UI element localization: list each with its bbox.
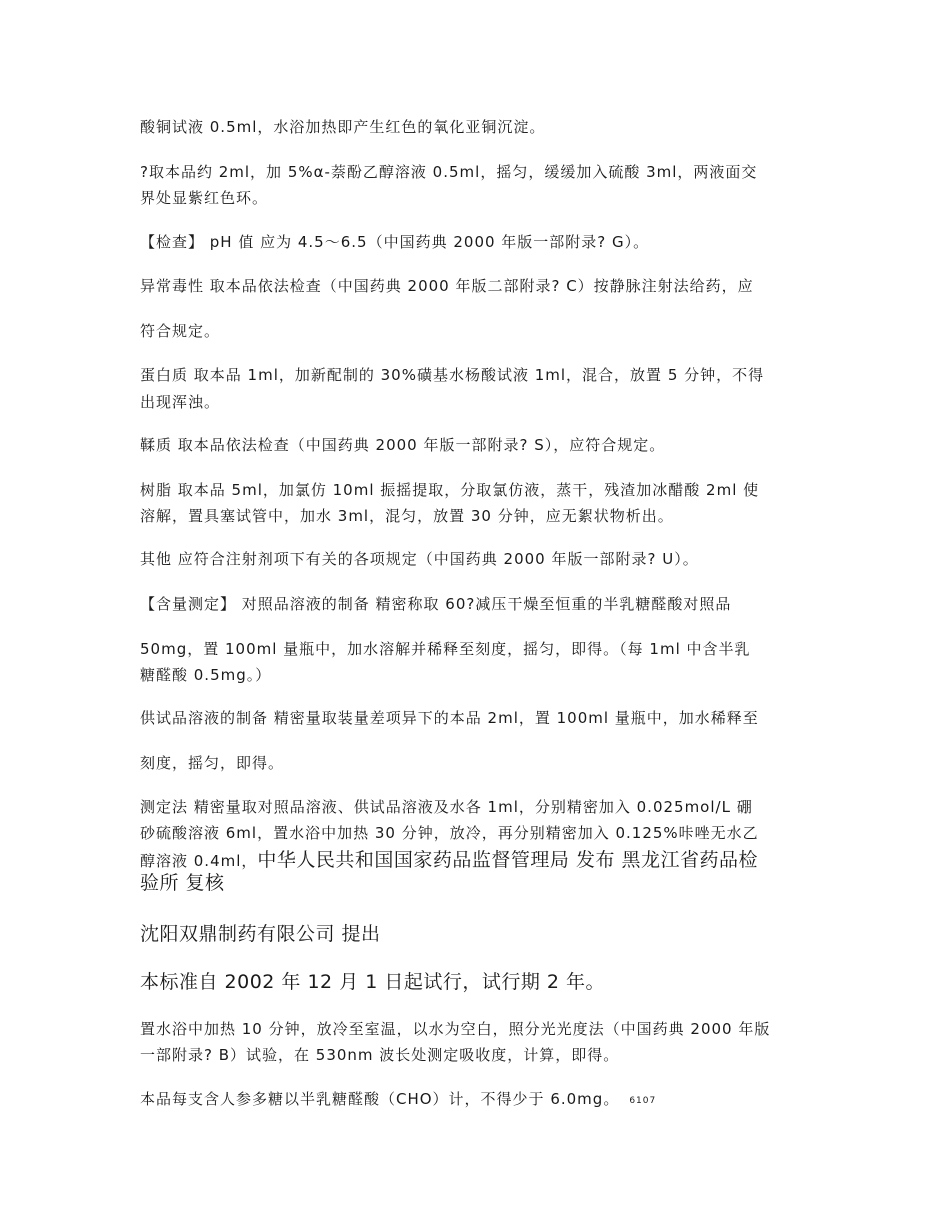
text-line: 蛋白质 取本品 1ml，加新配制的 30%磺基水杨酸试液 1ml，混合，放置 5 分钟，不得 — [140, 366, 765, 384]
text-line: 异常毒性 取本品依法检查（中国药典 2000 年版二部附录? C）按静脉注射法给药，应 — [140, 277, 754, 295]
text-line: 刻度，摇匀，即得。 — [140, 754, 285, 772]
text-line: 符合规定。 — [140, 322, 221, 340]
text-line: 溶解，置具塞试管中，加水 3ml，混匀，放置 30 分钟，应无絮状物析出。 — [140, 507, 674, 525]
publisher-line-2: 验所 复核 — [140, 872, 225, 894]
publisher-text: 中华人民共和国国家药品监督管理局 发布 黑龙江省药品检 — [257, 849, 758, 871]
text-line: 树脂 取本品 5ml，加氯仿 10ml 振摇提取，分取氯仿液，蒸干，残渣加冰醋酸 2ml 使 — [140, 481, 760, 499]
text-line: 鞣质 取本品依法检查（中国药典 2000 年版一部附录? S），应符合规定。 — [140, 436, 666, 454]
content-limit-text: 本品每支含人参多糖以半乳糖醛酸（CHO）计，不得少于 6.0mg。 — [140, 1090, 620, 1108]
text-line: 供试品溶液的制备 精密量取装量差项异下的本品 2ml，置 100ml 量瓶中，加水稀释至 — [140, 709, 759, 727]
page-code: 6107 — [629, 1096, 657, 1106]
text-line: ?取本品约 2ml，加 5%α-萘酚乙醇溶液 0.5ml，摇匀，缓缓加入硫酸 3ml，两液面交 — [140, 163, 758, 181]
text-fragment: 醇溶液 0.4ml， — [140, 852, 258, 870]
section-check-line: 【检查】 pH 值 应为 4.5～6.5（中国药典 2000 年版一部附录? G）。 — [140, 233, 650, 251]
section-assay-line: 【含量测定】 对照品溶液的制备 精密称取 60?减压干燥至恒重的半乳糖醛酸对照品 — [140, 595, 732, 613]
trial-period-line: 本标准自 2002 年 12 月 1 日起试行，试行期 2 年。 — [140, 971, 606, 993]
text-line: 50mg，置 100ml 量瓶中，加水溶解并稀释至刻度，摇匀，即得。（每 1ml 中含半乳 — [140, 640, 751, 658]
text-line: 出现浑浊。 — [140, 393, 221, 411]
text-line: 界处显紫红色环。 — [140, 189, 269, 207]
text-line: 砂硫酸溶液 6ml，置水浴中加热 30 分钟，放冷，再分别精密加入 0.125%咔唑无水乙 — [140, 824, 759, 842]
text-line: 置水浴中加热 10 分钟，放冷至室温，以水为空白，照分光光度法（中国药典 2000 年版 — [140, 1020, 771, 1038]
text-line: 糖醛酸 0.5mg。） — [140, 666, 272, 684]
text-line: 其他 应符合注射剂项下有关的各项规定（中国药典 2000 年版一部附录? U）。 — [140, 550, 699, 568]
proposer-line: 沈阳双鼎制药有限公司 提出 — [140, 923, 381, 945]
text-line — [140, 1086, 820, 1115]
text-line: 测定法 精密量取对照品溶液、供试品溶液及水各 1ml，分别精密加入 0.025mol/L 硼 — [140, 798, 753, 816]
text-line: 酸铜试液 0.5ml，水浴加热即产生红色的氧化亚铜沉淀。 — [140, 118, 546, 136]
text-line: 一部附录? B）试验，在 530nm 波长处测定吸收度，计算，即得。 — [140, 1046, 620, 1064]
